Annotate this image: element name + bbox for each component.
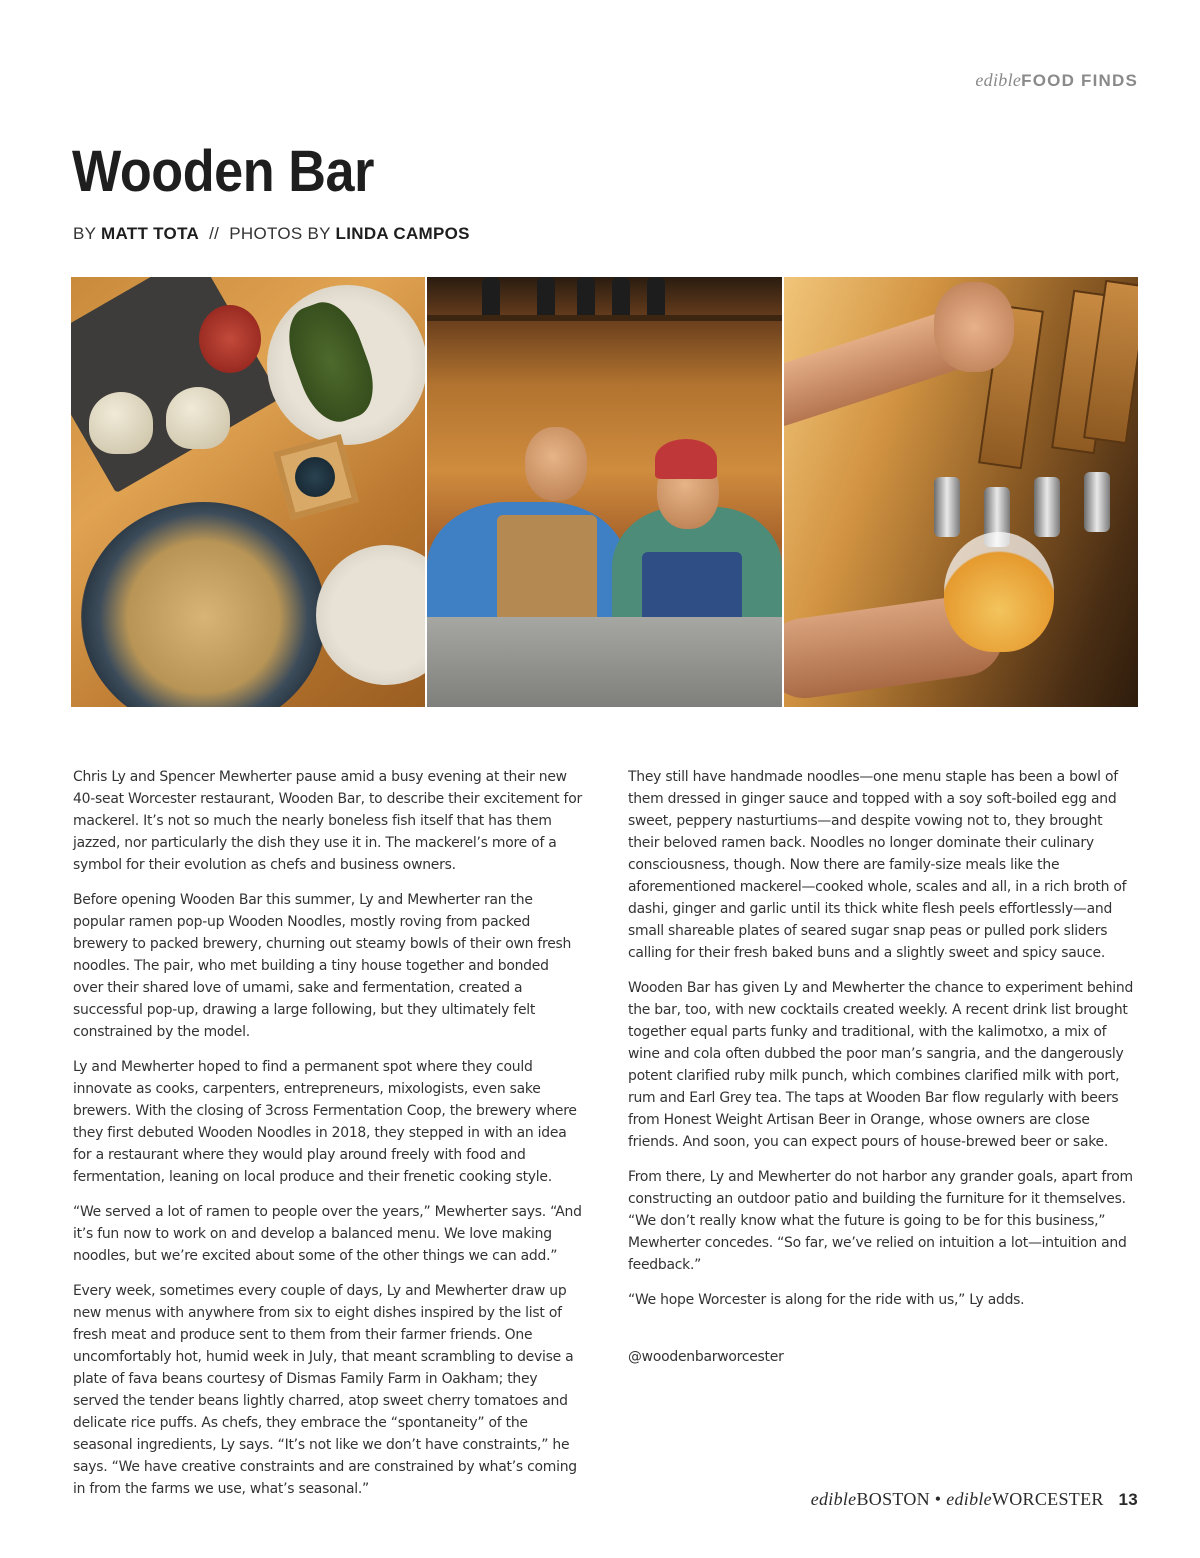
bottle	[482, 277, 500, 315]
tap-faucet	[1034, 477, 1060, 537]
side-plate	[316, 545, 425, 685]
page-number: 13	[1118, 1490, 1138, 1509]
hand	[934, 282, 1014, 372]
pub2-name: WORCESTER	[991, 1489, 1104, 1509]
tap-faucet	[934, 477, 960, 537]
paragraph: Ly and Mewherter hoped to find a permanent spot where they could innovate as cooks, carpenters, entrepreneurs, mixologists, even sake brewers. With the closing of 3cross Fermentation Coop, the brewery where they first debuted Wooden Noodles in 2018, they stepped in with an idea for a restaurant where they would play around freely with food and fermentation, leaning on local produce and their frenetic cooking style.	[73, 1059, 577, 1185]
page-footer	[811, 1489, 1138, 1510]
photo-chefs	[427, 277, 781, 707]
sake-cup	[295, 457, 335, 497]
by-label: BY	[73, 224, 96, 243]
beer-glass	[944, 532, 1054, 652]
slider-bun	[89, 392, 153, 454]
body-column-right	[628, 766, 1140, 1381]
bottle	[612, 277, 630, 315]
pub1-name: BOSTON	[856, 1489, 930, 1509]
byline-separator: //	[209, 224, 220, 243]
paragraph: “We served a lot of ramen to people over the years,” Mewherter says. “And it’s fun now to work on and develop a balanced menu. We love making noodles, but we’re excited about some of the other things we can add.”	[73, 1204, 582, 1264]
paragraph: Wooden Bar has given Ly and Mewherter the chance to experiment behind the bar, too, with new cocktails created weekly. A recent drink list brought together equal parts funky and traditional, with the kalimotxo, a mix of wine and cola often dubbed the poor man’s sangria, and the dangerously potent clarified ruby milk punch, which combines clarified milk with port, rum and Earl Grey tea. The taps at Wooden Bar flow regularly with beers from Honest Weight Artisan Beer in Orange, whose owners are close friends. And soon, you can expect pours of house-brewed beer or sake.	[628, 980, 1134, 1150]
bottle	[577, 277, 595, 315]
slider-bun	[166, 387, 230, 449]
author-name: MATT TOTA	[101, 224, 200, 243]
bottle	[647, 277, 665, 315]
tap-faucet	[1084, 472, 1110, 532]
social-handle: @woodenbarworcester	[628, 1349, 784, 1365]
photo-strip	[71, 277, 1138, 707]
chef-left-head	[525, 427, 587, 501]
photos-label: PHOTOS BY	[229, 224, 331, 243]
bar-counter	[427, 617, 781, 707]
section-tag	[975, 70, 1138, 91]
section-name: FOOD FINDS	[1021, 71, 1138, 90]
paragraph: They still have handmade noodles—one menu staple has been a bowl of them dressed in ginger sauce and topped with a soy soft-boiled egg and sweet, peppery nasturtiums—and despite vowing not to, they brought their beloved ramen back. Noodles no longer dominate their culinary consciousness, though. Now there are family-size meals like the aforementioned mackerel—cooked whole, scales and all, in a rich broth of dashi, ginger and garlic until its thick white flesh peels effortlessly—and small shareable plates of seared sugar snap peas or pulled pork sliders calling for their fresh baked buns and a slightly sweet and spicy sauce.	[628, 769, 1127, 961]
pub1-prefix: edible	[810, 1489, 857, 1509]
paragraph: Every week, sometimes every couple of days, Ly and Mewherter draw up new menus with anywhere from six to eight dishes inspired by the list of fresh meat and produce sent to them from their farmer friends. One uncomfortably hot, humid week in July, that meant scrambling to devise a plate of fava beans courtesy of Dismas Family Farm in Oakham; they served the tender beans lightly charred, atop sweet cherry tomatoes and delicate rice puffs. As chefs, they embrace the “spontaneity” of the seasonal ingredients, Ly says. “It’s not like we don’t have constraints,” he says. “We have creative constraints and are constrained by what’s coming in from the farms we use, what’s seasonal.”	[73, 1283, 577, 1497]
photo-beer-taps	[784, 277, 1138, 707]
red-cap	[655, 439, 717, 479]
article-title: Wooden Bar	[72, 139, 374, 204]
paragraph: Chris Ly and Spencer Mewherter pause amid a busy evening at their new 40-seat Worcester restaurant, Wooden Bar, to describe their excitement for mackerel. It’s not so much the nearly boneless fish itself that has them jazzed, nor particularly the dish they use it in. The mackerel’s more of a symbol for their evolution as chefs and business owners.	[73, 769, 582, 873]
footer-bullet: •	[934, 1489, 942, 1509]
paragraph: “We hope Worcester is along for the ride with us,” Ly adds.	[628, 1292, 1025, 1308]
paragraph: From there, Ly and Mewherter do not harbor any grander goals, apart from constructing an outdoor patio and building the furniture for it themselves. “We don’t really know what the future is going to be for this business,” Mewherter concedes. “So far, we’ve relied on intuition a lot—intuition and feedback.”	[628, 1169, 1133, 1273]
paragraph: Before opening Wooden Bar this summer, Ly and Mewherter ran the popular ramen pop-up Wooden Noodles, mostly roving from packed brewery to packed brewery, churning out steamy bowls of their own fresh noodles. The pair, who met building a tiny house together and bonded over their shared love of umami, sake and fermentation, created a successful pop-up, drawing a large following, but they ultimately felt constrained by the model.	[73, 892, 572, 1040]
bottle	[537, 277, 555, 315]
body-column-left	[73, 766, 585, 1513]
byline	[73, 224, 470, 244]
ramen-bowl	[81, 502, 326, 707]
photographer-name: LINDA CAMPOS	[335, 224, 470, 243]
pub2-prefix: edible	[946, 1489, 992, 1509]
cocktail-glass	[199, 305, 261, 373]
shelf	[427, 315, 781, 321]
photo-food-spread	[71, 277, 425, 707]
section-prefix: edible	[975, 70, 1022, 90]
slate-board	[71, 277, 281, 493]
